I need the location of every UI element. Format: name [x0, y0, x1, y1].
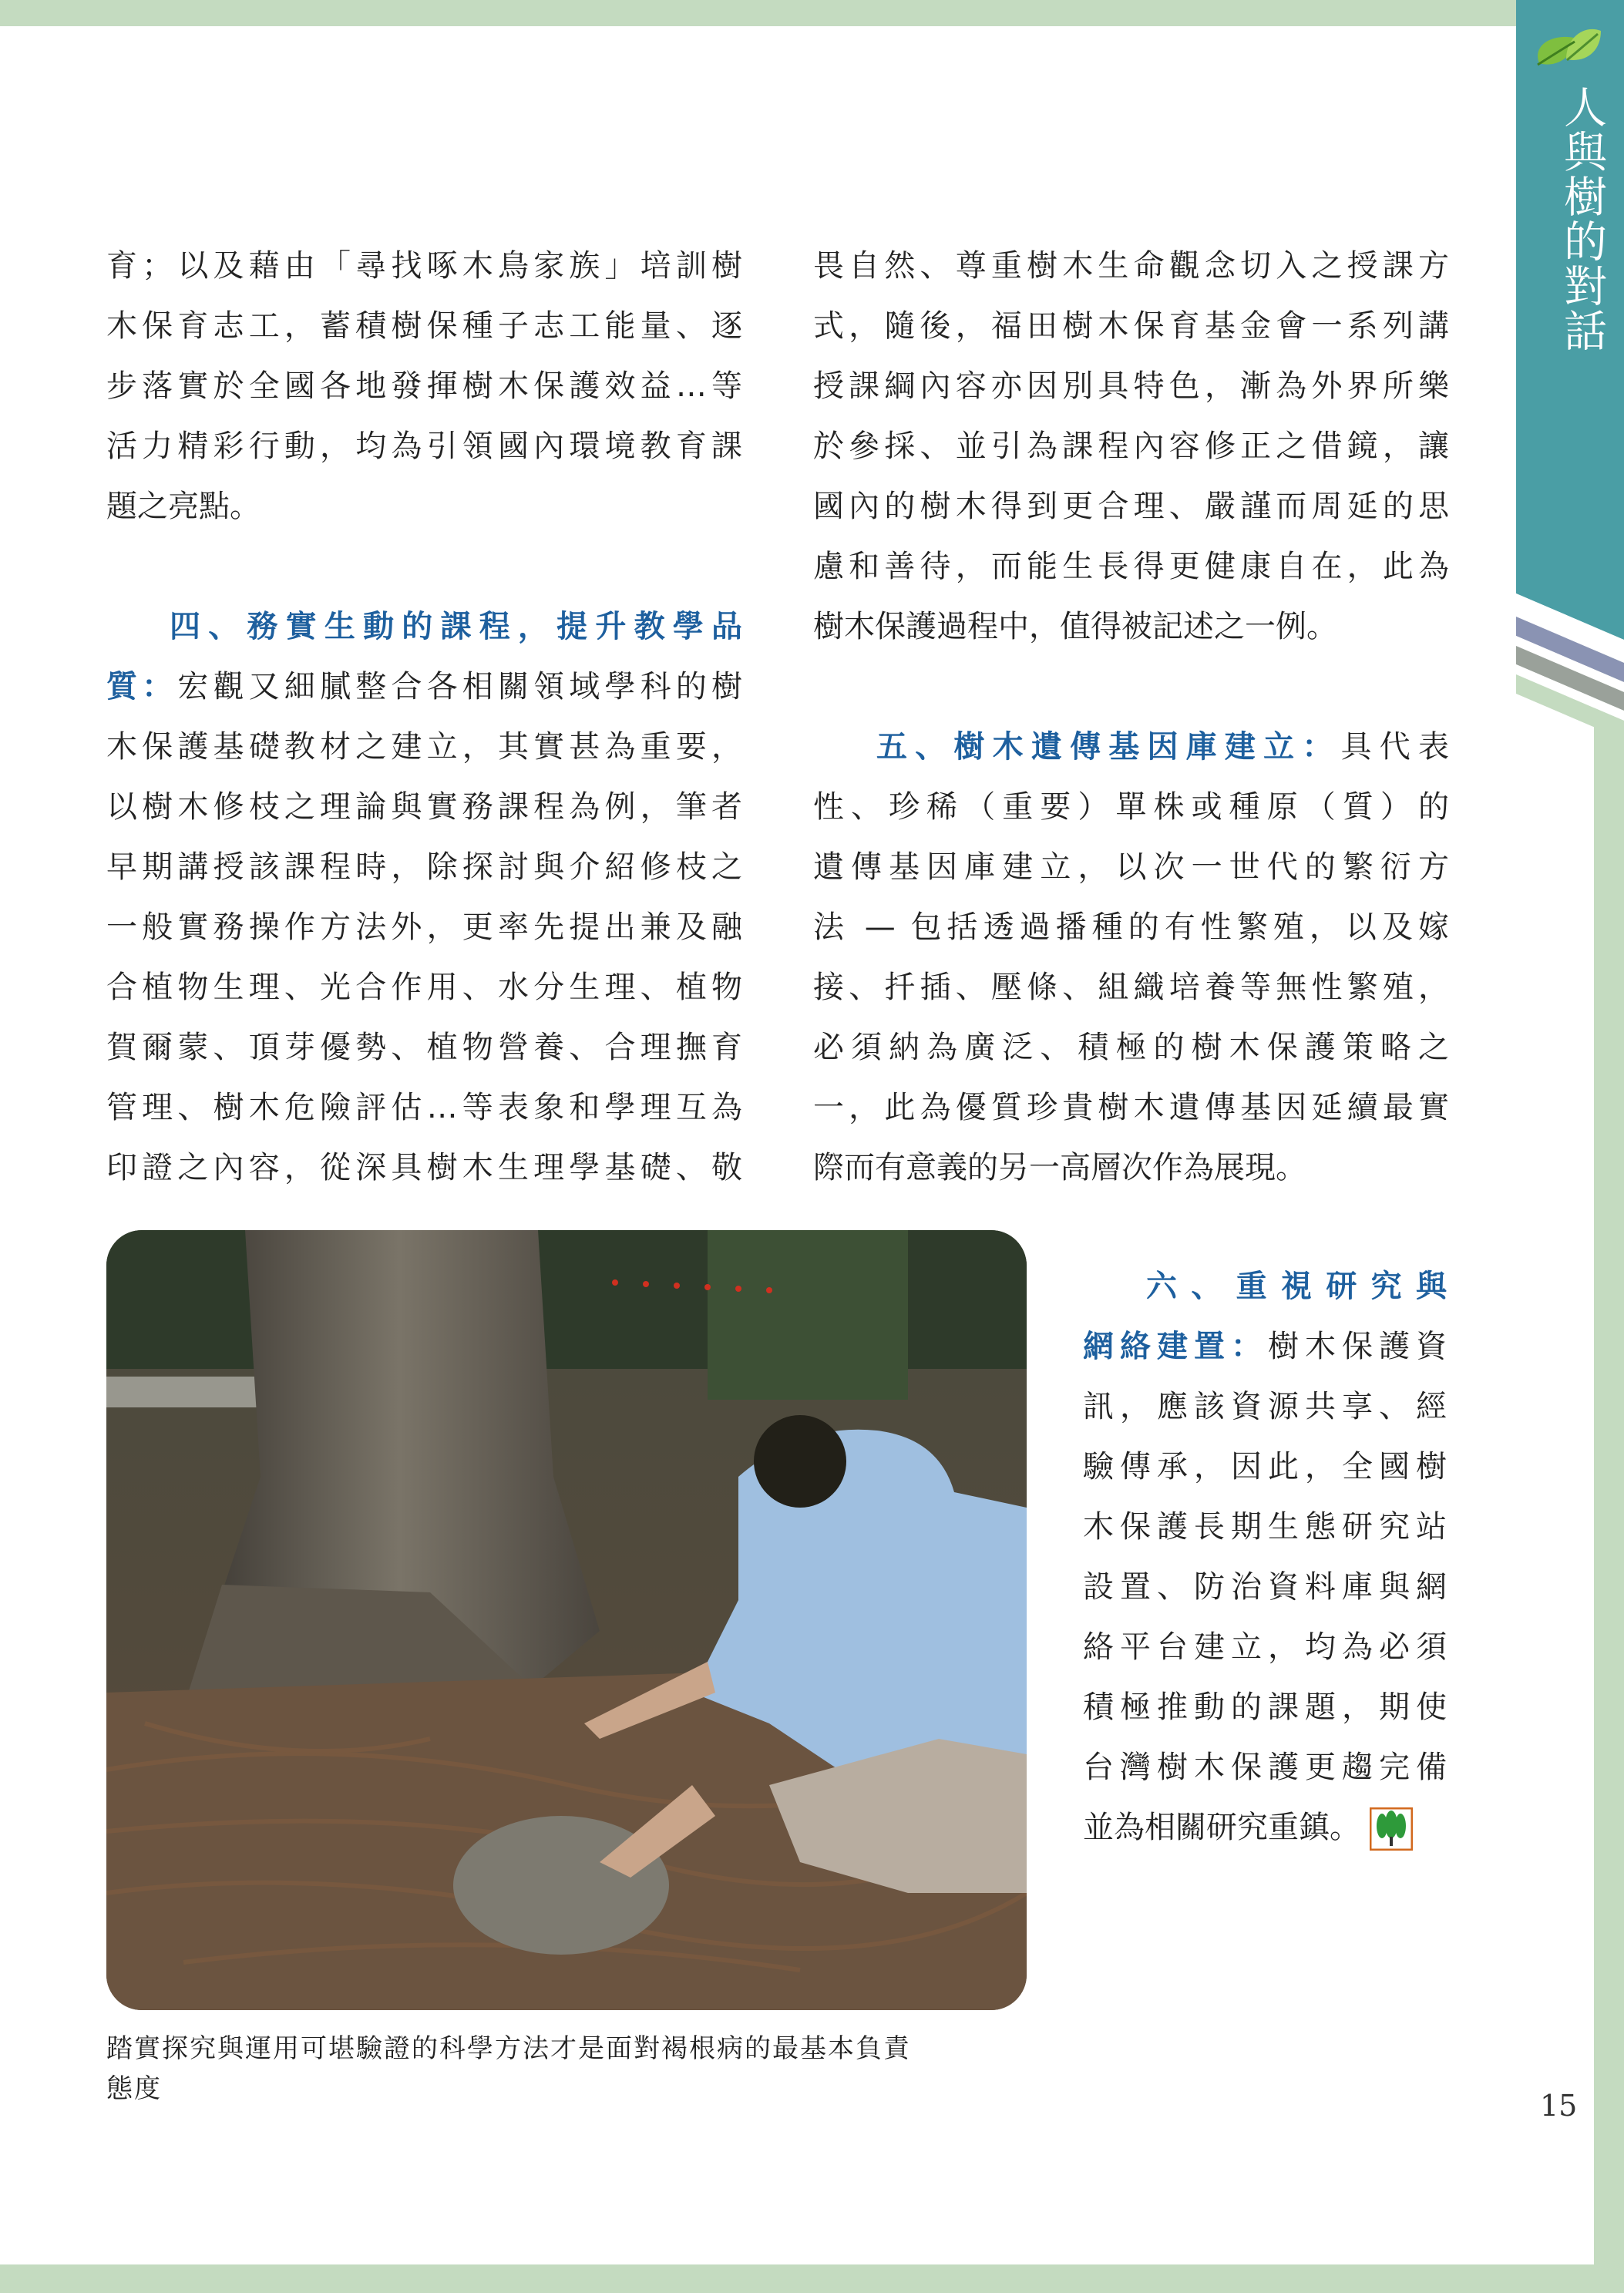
- text-line: 畏自然、尊重樹木生命觀念切入之授課方: [813, 248, 1449, 284]
- text-line: 驗傳承，因此，全國樹: [1083, 1449, 1447, 1484]
- section6-last-line: 並為相關研究重鎮。: [1083, 1797, 1447, 1858]
- section5-first-line: 五、樹木遺傳基因庫建立：具代表: [876, 728, 1450, 765]
- top-band: [0, 0, 1624, 26]
- text-line: 式，隨後，福田樹木保育基金會一系列講: [813, 308, 1449, 344]
- text-line: 一般實務操作方法外，更率先提出兼及融: [106, 909, 742, 945]
- text-line: 管理、樹木危險評估…等表象和學理互為: [106, 1090, 742, 1125]
- text-line: 以樹木修枝之理論與實務課程為例，筆者: [106, 789, 742, 825]
- section4-first-line: 質：宏觀又細膩整合各相關領域學科的樹: [106, 668, 743, 704]
- section6-heading: 六、重視研究與: [1146, 1268, 1447, 1304]
- text-line: 性、珍稀（重要）單株或種原（質）的: [813, 789, 1449, 825]
- page-number: 15: [1540, 2089, 1578, 2123]
- section5-heading: 五、樹木遺傳基因庫建立：: [876, 728, 1341, 765]
- text-line: 慮和善待，而能生長得更健康自在，此為: [813, 549, 1449, 584]
- text-line: 早期講授該課程時，除探討與介紹修枝之: [106, 849, 742, 885]
- text-line: 訊，應該資源共享、經: [1083, 1389, 1447, 1424]
- text-line: 遺傳基因庫建立，以次一世代的繁衍方: [813, 849, 1449, 885]
- text-line: 一，此為優質珍貴樹木遺傳基因延續最實: [813, 1090, 1449, 1125]
- text-line: 木保護長期生態研究站: [1083, 1509, 1447, 1545]
- text-line: 法 — 包括透過播種的有性繁殖，以及嫁: [813, 909, 1449, 945]
- photo-caption: [106, 2029, 1031, 2109]
- bottom-band: [0, 2264, 1624, 2293]
- section4-heading: 四、務實生動的課程，提升教學品: [170, 608, 742, 644]
- text-line: 合植物生理、光合作用、水分生理、植物: [106, 970, 742, 1005]
- text-line: 授課綱內容亦因別具特色，漸為外界所樂: [813, 368, 1449, 404]
- text-line: 於參採、並引為課程內容修正之借鏡，讓: [813, 429, 1449, 464]
- text-line: 設置、防治資料庫與網: [1083, 1569, 1447, 1605]
- text-line: 步落實於全國各地發揮樹木保護效益…等: [106, 368, 742, 404]
- text-line: 必須納為廣泛、積極的樹木保護策略之: [813, 1030, 1449, 1065]
- text-line: 積極推動的課題，期使: [1083, 1689, 1447, 1725]
- column-left: [106, 236, 742, 1198]
- text-line: 木保育志工，蓄積樹保種子志工能量、逐: [106, 308, 742, 344]
- tree-root-photo: [106, 1230, 1027, 2010]
- text-line: 際而有意義的另一高層次作為展現。: [813, 1150, 1306, 1185]
- column-section6: [1083, 1256, 1447, 1858]
- section6-first-line: 網絡建置：樹木保護資: [1083, 1328, 1447, 1364]
- text-line: 樹木保護過程中，值得被記述之一例。: [813, 609, 1337, 644]
- text-line: 接、扦插、壓條、組織培養等無性繁殖，: [813, 970, 1449, 1005]
- text-line: 活力精彩行動，均為引領國內環境教育課: [106, 429, 742, 464]
- text-line: 印證之內容，從深具樹木生理學基礎、敬: [106, 1150, 742, 1185]
- tree-end-icon: [1370, 1807, 1413, 1851]
- text-line: 題之亮點。: [106, 489, 261, 524]
- text-line: 育；以及藉由「尋找啄木鳥家族」培訓樹: [106, 248, 742, 284]
- caption-line: 態度: [106, 2073, 162, 2104]
- caption-line: 踏實探究與運用可堪驗證的科學方法才是面對褐根病的最基本負責: [106, 2033, 911, 2064]
- side-title: 人與樹的對話: [1557, 85, 1607, 353]
- leaf-icon: [1524, 17, 1609, 79]
- column-right: [813, 236, 1449, 1198]
- text-line: 絡平台建立，均為必須: [1083, 1629, 1447, 1665]
- text-line: 木保護基礎教材之建立，其實甚為重要，: [106, 729, 742, 765]
- text-line: 國內的樹木得到更合理、嚴謹而周延的思: [813, 489, 1449, 524]
- text-line: 賀爾蒙、頂芽優勢、植物營養、合理撫育: [106, 1030, 742, 1065]
- text-line: 台灣樹木保護更趨完備: [1083, 1750, 1447, 1785]
